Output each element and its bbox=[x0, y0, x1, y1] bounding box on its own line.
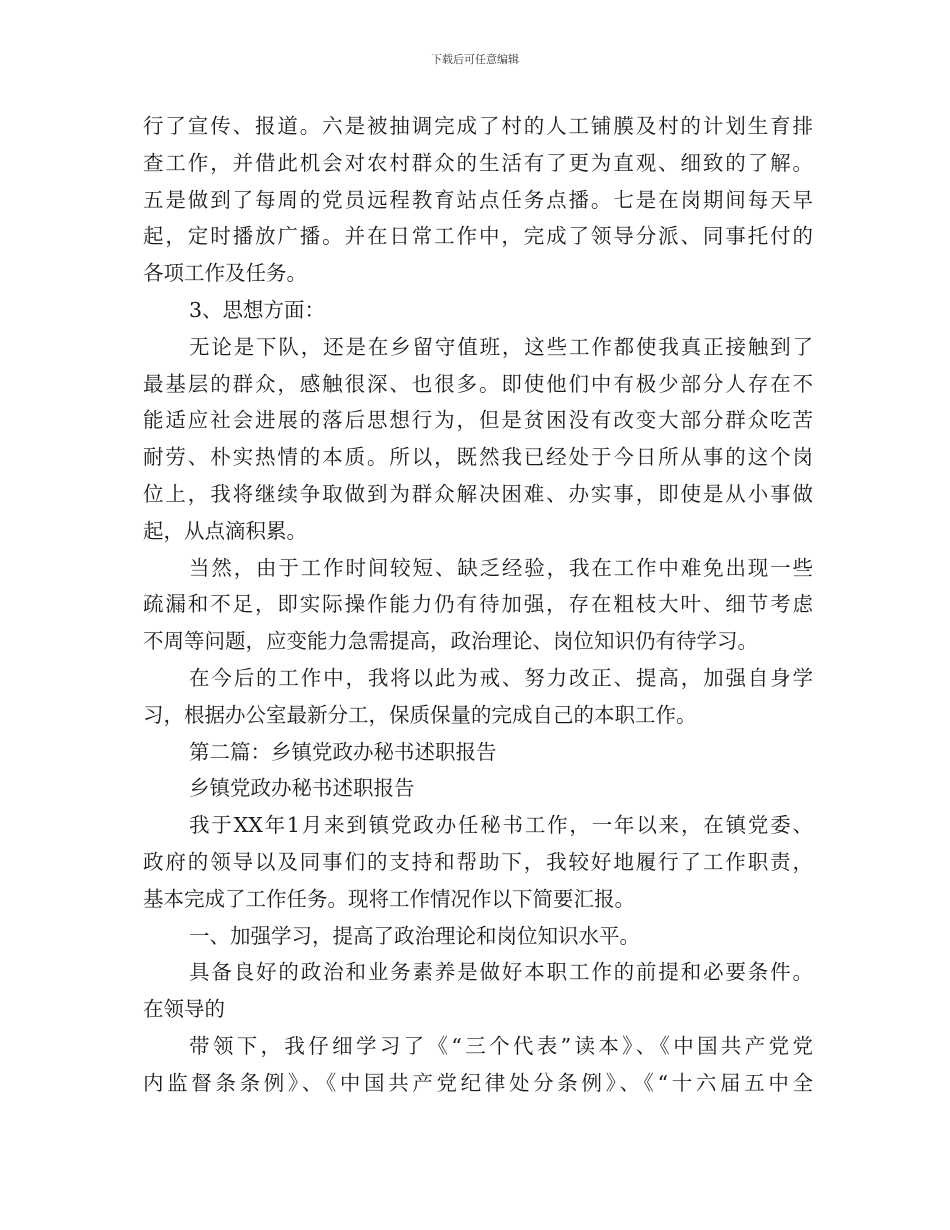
text-line: 3、思想方面： bbox=[189, 297, 326, 322]
text-line: 习，根据办公室最新分工，保质保量的完成自己的本职工作。 bbox=[143, 702, 697, 727]
text-line: 五是做到了每周的党员远程教育站点任务点播。七是在岗期间每天早 bbox=[143, 187, 813, 212]
text-line: 起，从点滴积累。 bbox=[143, 518, 307, 543]
text-line: 最基层的群众，感触很深、也很多。即使他们中有极少部分人存在不 bbox=[143, 371, 813, 396]
text-line: 能适应社会进展的落后思想行为，但是贫困没有改变大部分群众吃苦 bbox=[143, 408, 813, 433]
text-line: 无论是下队，还是在乡留守值班，这些工作都使我真正接触到了 bbox=[189, 334, 813, 359]
text-line: 各项工作及任务。 bbox=[143, 261, 307, 286]
text-line: 内监督条条例》、《中国共产党纪律处分条例》、《“十六届五中全 bbox=[143, 1070, 813, 1095]
text-line: 在今后的工作中，我将以此为戒、努力改正、提高，加强自身学 bbox=[189, 665, 813, 690]
text-line: 第二篇：乡镇党政办秘书述职报告 bbox=[189, 739, 497, 764]
text-line: 疏漏和不足，即实际操作能力仍有待加强，存在粗枝大叶、细节考虑 bbox=[143, 592, 813, 617]
text-line: 政府的领导以及同事们的支持和帮助下，我较好地履行了工作职责， bbox=[143, 849, 813, 874]
document-body bbox=[143, 108, 813, 1102]
text-line: 不周等问题，应变能力急需提高，政治理论、岗位知识仍有待学习。 bbox=[143, 629, 758, 654]
text-line: 起，定时播放广播。并在日常工作中，完成了领导分派、同事托付的 bbox=[143, 224, 813, 249]
text-line: 乡镇党政办秘书述职报告 bbox=[189, 776, 415, 801]
text-line: 查工作，并借此机会对农村群众的生活有了更为直观、细致的了解。 bbox=[143, 150, 813, 175]
text-line: 一、加强学习，提高了政治理论和岗位知识水平。 bbox=[189, 923, 640, 948]
text-line: 行了宣传、报道。六是被抽调完成了村的人工铺膜及村的计划生育排 bbox=[143, 114, 813, 138]
text-line: 带领下，我仔细学习了《“三个代表”读本》、《中国共产党党 bbox=[189, 1033, 813, 1058]
text-line: 具备良好的政治和业务素养是做好本职工作的前提和必要条件。 bbox=[189, 960, 813, 985]
text-line: 位上，我将继续争取做到为群众解决困难、办实事，即使是从小事做 bbox=[143, 481, 813, 506]
text-line: 当然，由于工作时间较短、缺乏经验，我在工作中难免出现一些 bbox=[189, 555, 813, 580]
text-line: 耐劳、朴实热情的本质。所以，既然我已经处于今日所从事的这个岗 bbox=[143, 445, 813, 470]
text-line: 我于XX年1月来到镇党政办任秘书工作，一年以来，在镇党委、 bbox=[189, 813, 813, 838]
text-line: 在领导的 bbox=[143, 997, 225, 1022]
page-header: 下载后可任意编辑 bbox=[431, 53, 519, 66]
text-line: 基本完成了工作任务。现将工作情况作以下简要汇报。 bbox=[143, 886, 635, 911]
